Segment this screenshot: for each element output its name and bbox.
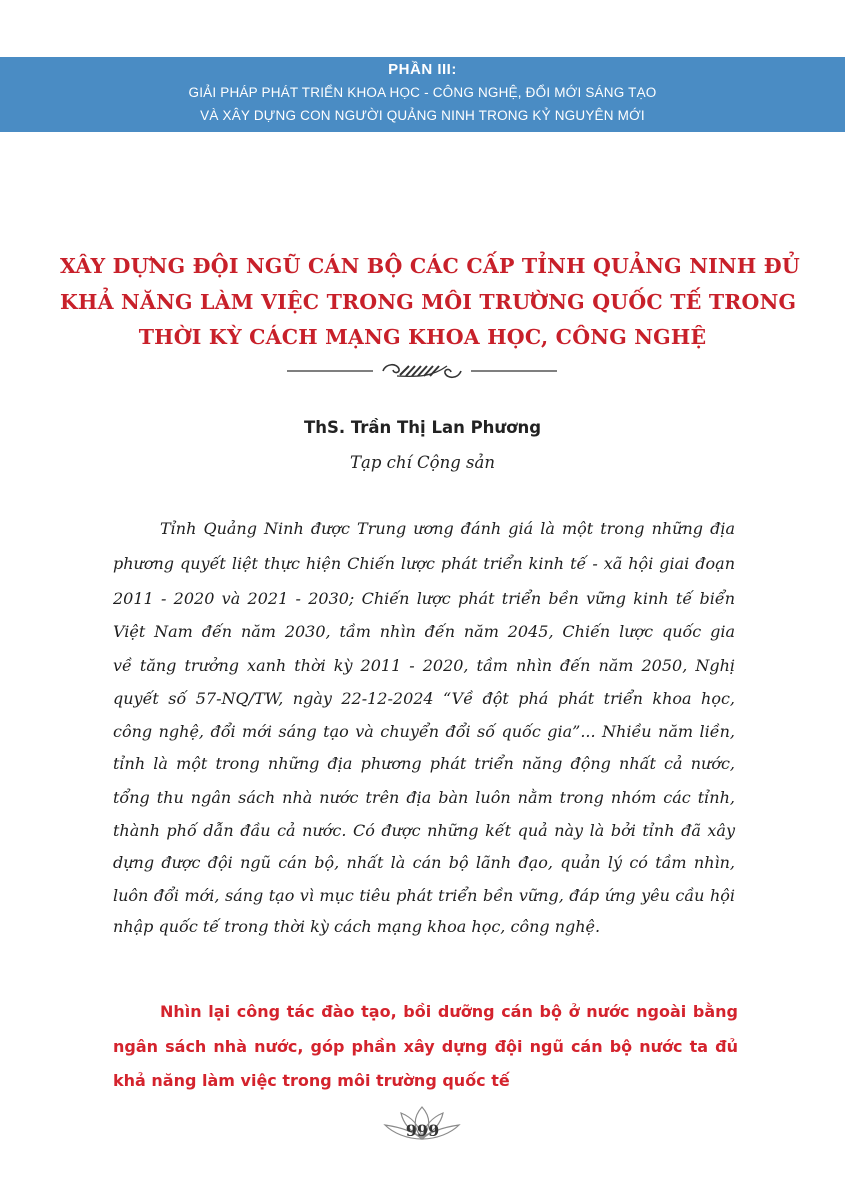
section-part-label: PHẦN III: (388, 61, 457, 78)
section-title-line-2: VÀ XÂY DỰNG CON NGƯỜI QUẢNG NINH TRONG KỶ NGUYÊN MỚI (200, 108, 645, 123)
body-paragraph-line: phương quyết liệt thực hiện Chiến lược phát triển kinh tế - xã hội giai đoạn (113, 554, 735, 573)
body-paragraph-line: tỉnh là một trong những địa phương phát triển năng động nhất cả nước, (113, 754, 735, 773)
body-paragraph-line: luôn đổi mới, sáng tạo vì mục tiêu phát triển bền vững, đáp ứng yêu cầu hội (113, 886, 735, 905)
ornamental-divider-icon (287, 360, 557, 382)
body-paragraph-line: 2011 - 2020 và 2021 - 2030; Chiến lược phát triển bền vững kinh tế biển (113, 589, 735, 608)
body-paragraph-line: tổng thu ngân sách nhà nước trên địa bàn luôn nằm trong nhóm các tỉnh, (113, 788, 735, 807)
body-paragraph-line: thành phố dẫn đầu cả nước. Có được những kết quả này là bởi tỉnh đã xây (113, 821, 735, 840)
author-name: ThS. Trần Thị Lan Phương (303, 418, 542, 437)
body-paragraph-line: Tỉnh Quảng Ninh được Trung ương đánh giá là một trong những địa (160, 519, 735, 538)
body-paragraph-line: nhập quốc tế trong thời kỳ cách mạng khoa học, công nghệ. (113, 917, 601, 936)
article-title-line-3: THỜI KỲ CÁCH MẠNG KHOA HỌC, CÔNG NGHỆ (138, 325, 707, 349)
section-title-line-1: GIẢI PHÁP PHÁT TRIỂN KHOA HỌC - CÔNG NGHỆ, ĐỔI MỚI SÁNG TẠO (188, 85, 657, 100)
body-paragraph-line: về tăng trưởng xanh thời kỳ 2011 - 2020, tầm nhìn đến năm 2050, Nghị (113, 656, 735, 675)
section-subheading-line: ngân sách nhà nước, góp phần xây dựng đội ngũ cán bộ nước ta đủ (113, 1037, 738, 1056)
article-title-line-1: XÂY DỰNG ĐỘI NGŨ CÁN BỘ CÁC CẤP TỈNH QUẢNG NINH ĐỦ (60, 254, 800, 278)
body-paragraph-line: công nghệ, đổi mới sáng tạo và chuyển đổi số quốc gia”... Nhiều năm liền, (113, 722, 735, 741)
page-number: 999 (405, 1121, 440, 1140)
article-title-line-2: KHẢ NĂNG LÀM VIỆC TRONG MÔI TRƯỜNG QUỐC TẾ TRONG (60, 290, 797, 314)
section-subheading-line: Nhìn lại công tác đào tạo, bồi dưỡng cán bộ ở nước ngoài bằng (160, 1002, 738, 1021)
body-paragraph-line: dựng được đội ngũ cán bộ, nhất là cán bộ lãnh đạo, quản lý có tầm nhìn, (113, 853, 735, 872)
author-affiliation: Tạp chí Cộng sản (350, 453, 495, 472)
section-header-band (0, 57, 845, 132)
body-paragraph-line: Việt Nam đến năm 2030, tầm nhìn đến năm 2045, Chiến lược quốc gia (113, 622, 735, 641)
body-paragraph-line: quyết số 57-NQ/TW, ngày 22-12-2024 “Về đột phá phát triển khoa học, (113, 689, 735, 708)
section-subheading-line: khả năng làm việc trong môi trường quốc tế (113, 1071, 510, 1090)
